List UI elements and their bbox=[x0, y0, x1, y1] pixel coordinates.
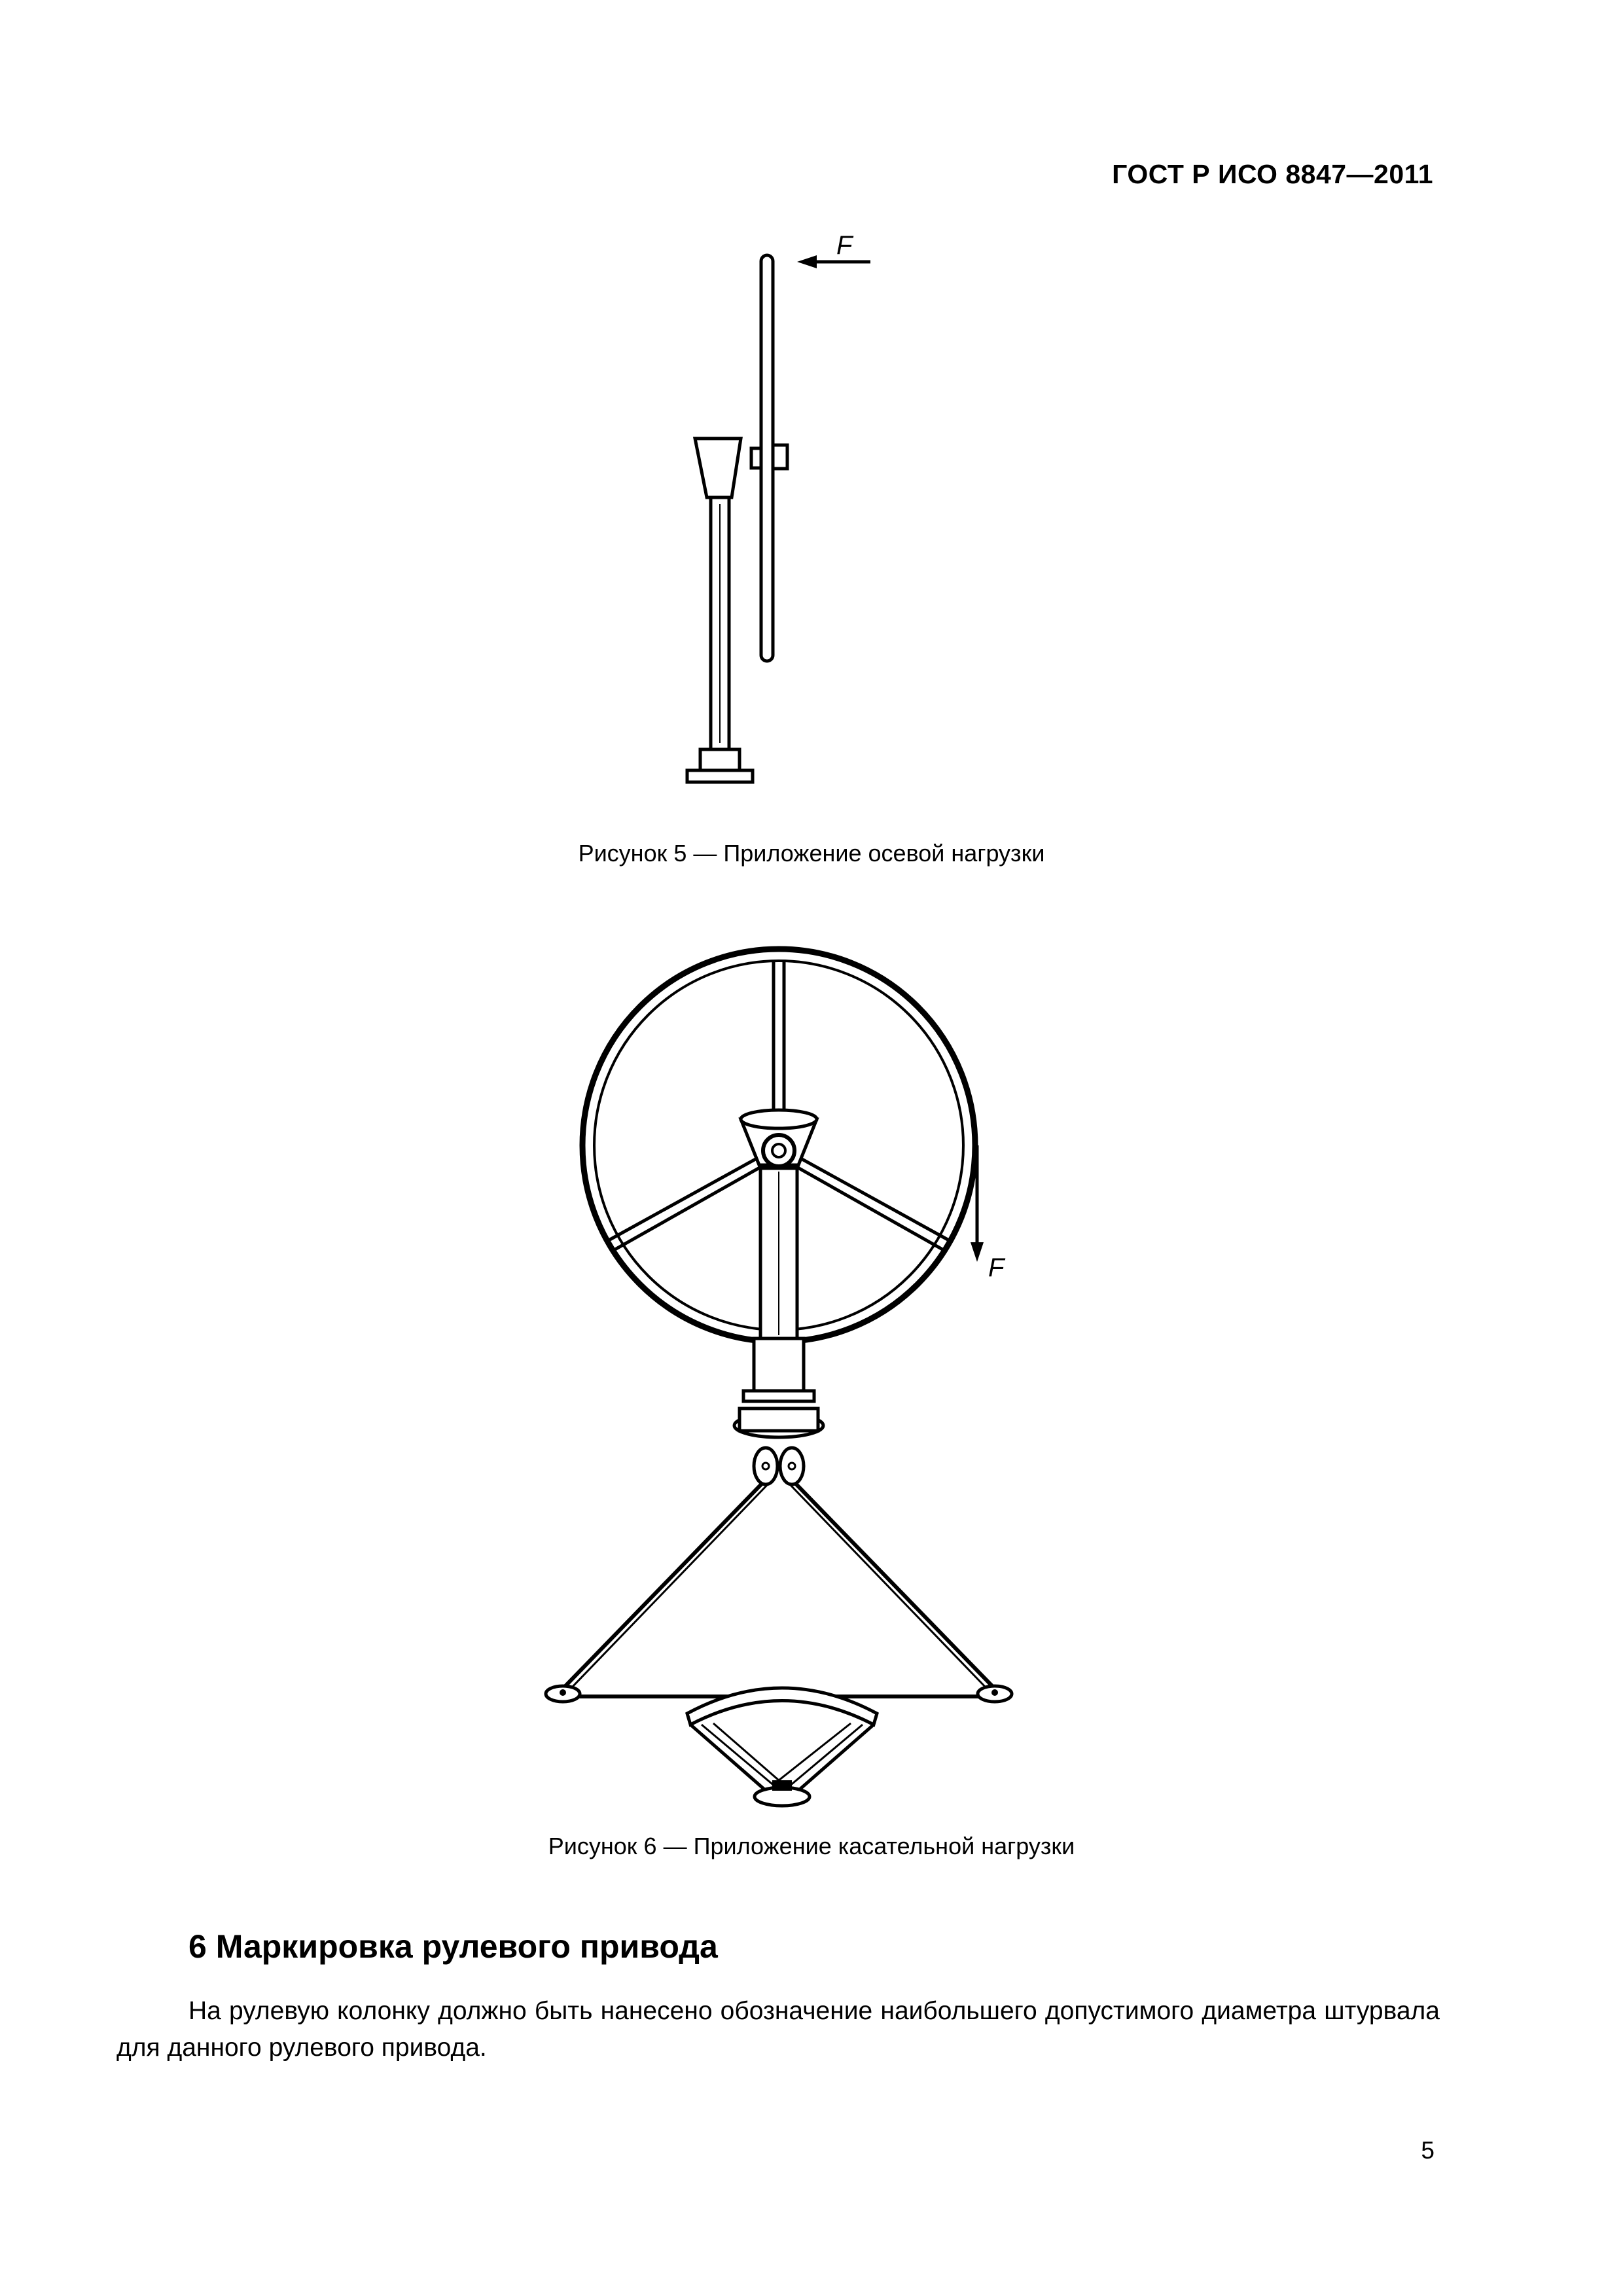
spoke-right bbox=[787, 1151, 949, 1240]
steering-cable bbox=[563, 1483, 762, 1689]
column-base bbox=[700, 749, 740, 770]
wheel-hub bbox=[773, 445, 787, 469]
section-heading: 6 Маркировка рулевого привода bbox=[188, 1928, 718, 1965]
pulley-left bbox=[754, 1448, 777, 1484]
figure-6-drawing bbox=[510, 942, 1099, 1820]
wheel-hub bbox=[763, 1135, 794, 1166]
document-header: ГОСТ Р ИСО 8847—2011 bbox=[1112, 159, 1433, 189]
figure-5-caption: Рисунок 5 — Приложение осевой нагрузки bbox=[578, 840, 1045, 867]
column-head bbox=[695, 439, 741, 497]
page-number: 5 bbox=[1421, 2137, 1435, 2164]
figure-5-drawing bbox=[654, 236, 916, 812]
wheel-rim-side bbox=[761, 255, 773, 661]
pulley-right bbox=[780, 1448, 804, 1484]
spoke-left bbox=[609, 1151, 771, 1240]
rudder-quadrant bbox=[687, 1688, 877, 1725]
section-paragraph: На рулевую колонку должно быть нанесено обозначение наибольшего допустимого диаметра штурвала для данного рулевого привода. bbox=[116, 1997, 1440, 2062]
force-label: F bbox=[988, 1253, 1005, 1282]
figure-6-caption: Рисунок 6 — Приложение касательной нагрузки bbox=[548, 1833, 1075, 1859]
force-label: F bbox=[836, 236, 853, 260]
